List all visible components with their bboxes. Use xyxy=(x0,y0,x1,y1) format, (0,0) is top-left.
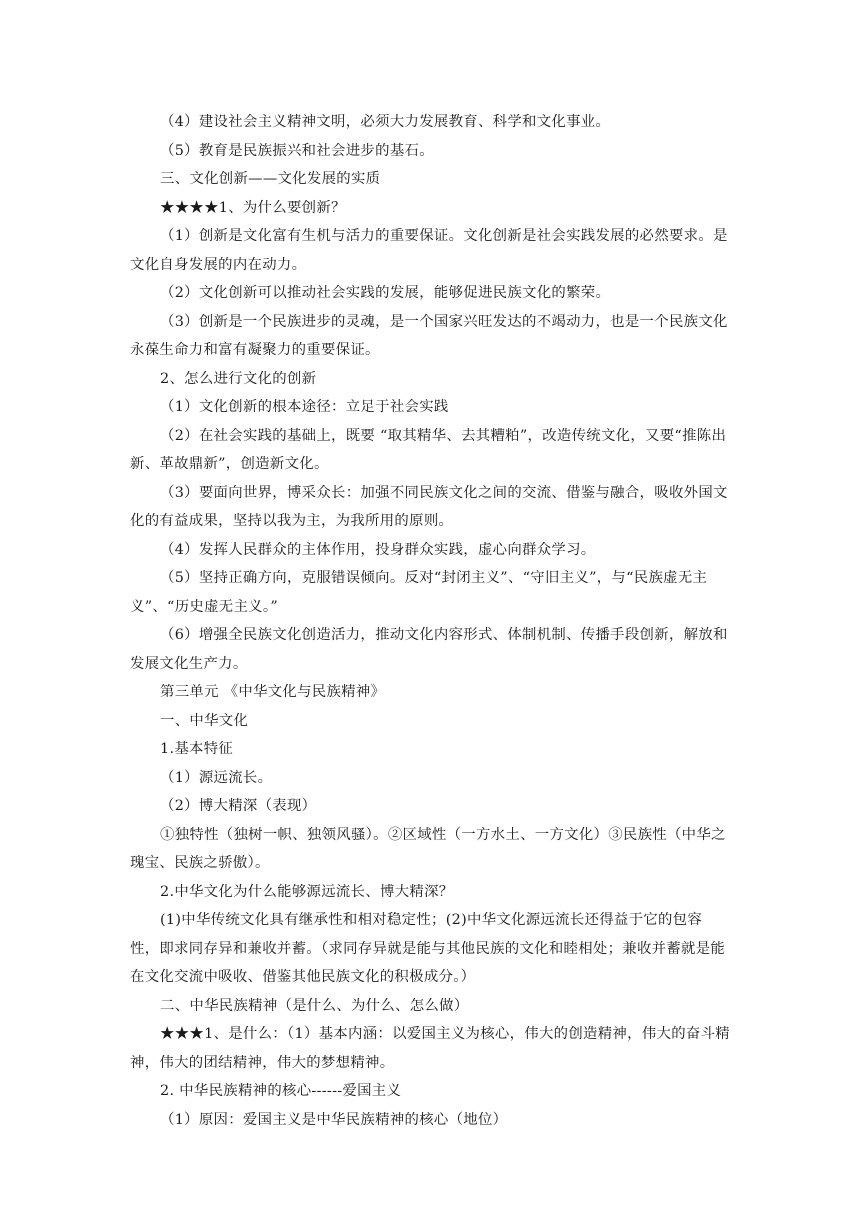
paragraph: （3）创新是一个民族进步的灵魂，是一个国家兴旺发达的不竭动力，也是一个民族文化永葆生命力和富有凝聚力的重要保证。 xyxy=(130,313,728,358)
question-heading: ★★★★1、为什么要创新？ xyxy=(160,199,346,216)
section-heading: 一、中华文化 xyxy=(160,712,249,729)
paragraph: （2）在社会实践的基础上，既要 “取其精华、去其糟粕”，改造传统文化，又要“推陈出新、革故鼎新”，创造新文化。 xyxy=(130,427,727,472)
paragraph: （1）创新是文化富有生机与活力的重要保证。文化创新是社会实践发展的必然要求。是文化自身发展的内在动力。 xyxy=(130,228,728,273)
paragraph: （4）建设社会主义精神文明，必须大力发展教育、科学和文化事业。 xyxy=(160,114,611,130)
section-heading: 三、文化创新——文化发展的实质 xyxy=(160,171,381,187)
section-heading: 二、中华民族精神（是什么、为什么、怎么做） xyxy=(160,997,469,1014)
paragraph: （6）增强全民族文化创造活力，推动文化内容形式、体制机制、传播手段创新，解放和发展文化生产力。 xyxy=(130,627,728,672)
paragraph: （4）发挥人民群众的主体作用，投身群众实践，虚心向群众学习。 xyxy=(160,541,596,558)
paragraph: （1）原因：爱国主义是中华民族精神的核心（地位） xyxy=(160,1111,508,1128)
document-body xyxy=(130,108,730,1134)
paragraph: ①独特性（独树一帜、独领风骚）。②区域性（一方水土、一方文化）③民族性（中华之瑰宝、民族之骄傲）。 xyxy=(130,826,726,871)
paragraph: （1）源远流长。 xyxy=(160,769,273,786)
paragraph: ★★★1、是什么：（1）基本内涵：以爱国主义为核心，伟大的创造精神，伟大的奋斗精神，伟大的团结精神，伟大的梦想精神。 xyxy=(130,1026,730,1071)
paragraph: （5）教育是民族振兴和社会进步的基石。 xyxy=(160,142,434,159)
paragraph: （1）文化创新的根本途径：立足于社会实践 xyxy=(160,399,449,415)
paragraph: (1)中华传统文化具有继承性和相对稳定性；(2)中华文化源远流长还得益于它的包容性，即求同存异和兼收并蓄。（求同存异就是能与其他民族的文化和睦相处；兼收并蓄就是能在文化交流中吸收、借鉴其他民族文化的积极成分。） xyxy=(130,912,726,985)
subsection-heading: 2. 中华民族精神的核心------爱国主义 xyxy=(160,1083,402,1099)
paragraph: （5）坚持正确方向，克服错误倾向。反对“封闭主义”、“守旧主义”，与“民族虚无主义”、“历史虚无主义。” xyxy=(130,570,708,615)
unit-heading: 第三单元 《中华文化与民族精神》 xyxy=(160,684,386,700)
subsection-heading: 2.中华文化为什么能够源远流长、博大精深？ xyxy=(160,883,454,900)
paragraph: （2）文化创新可以推动社会实践的发展，能够促进民族文化的繁荣。 xyxy=(160,285,611,301)
paragraph: （3）要面向世界，博采众长：加强不同民族文化之间的交流、借鉴与融合，吸收外国文化的有益成果，坚持以我为主，为我所用的原则。 xyxy=(130,484,728,529)
subsection-heading: 1.基本特征 xyxy=(160,741,234,757)
paragraph: （2）博大精深（表现） xyxy=(160,798,317,814)
question-heading: 2、怎么进行文化的创新 xyxy=(160,370,317,387)
